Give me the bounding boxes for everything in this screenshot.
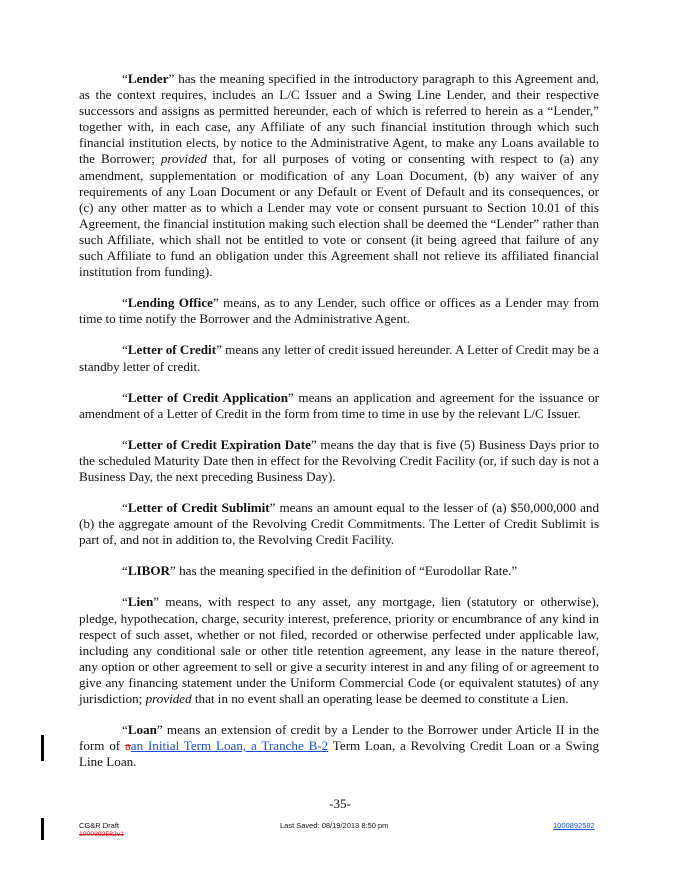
italic-text: provided	[145, 691, 192, 706]
definition-lending-office: “Lending Office” means, as to any Lender, such office or offices as a Lender may from time to time notify the Borrower and the Administrative Agent.	[79, 295, 599, 327]
definition-loan: “Loan” means an extension of credit by a Lender to the Borrower under Article II in the form of aan Initial Term Loan, a Tranche B-2 Term Loan, a Revolving Credit Loan or a Swing Line Loan.	[79, 722, 599, 770]
defined-term: Letter of Credit	[127, 342, 217, 358]
footer-deleted-doc-id: 1000892582v1	[79, 831, 124, 838]
defined-term: Letter of Credit Application	[127, 389, 288, 405]
definition-letter-of-credit-sublimit: “Letter of Credit Sublimit” means an amount equal to the lesser of (a) $50,000,000 and (b) the aggregate amount of the Revolving Credit Commitments. The Letter of Credit Sublimit is part of, and not in addition to, the Revolving Credit Facility.	[79, 500, 599, 548]
definition-libor: “LIBOR” has the meaning specified in the definition of “Eurodollar Rate.”	[122, 563, 518, 579]
definition-letter-of-credit-expiration-date: “Letter of Credit Expiration Date” means the day that is five (5) Business Days prior to the scheduled Maturity Date then in effect for the Revolving Credit Facility (or, if such day is not a Business Day, the next preceding Business Day).	[79, 436, 599, 484]
footer-doc-id[interactable]: 1000892582	[553, 821, 595, 830]
defined-term: Lien	[127, 594, 154, 610]
change-bar	[41, 818, 44, 840]
definition-letter-of-credit-application: “Letter of Credit Application” means an application and agreement for the issuance or amendment of a Letter of Credit in the form from time to time in use by the relevant L/C Issuer.	[79, 389, 599, 421]
definition-lien: “Lien” means, with respect to any asset, any mortgage, lien (statutory or otherwise), pledge, hypothecation, charge, security interest, preference, priority or encumbrance of any kind in respect of such asset, whether or not filed, recorded or otherwise perfected under applicable law, including any conditional sale or other title retention agreement, any lease in the nature thereof, any option or other agreement to sell or give a security interest in and any filing of or agreement to give any financing statement under the Uniform Commercial Code (or equivalent statutes) of any jurisdiction; provided that in no event shall an operating lease be deemed to constitute a Lien.	[79, 594, 599, 706]
document-body	[79, 71, 599, 785]
inserted-text: an Initial Term Loan, a Tranche B-2	[130, 738, 329, 754]
definition-lender: “Lender” has the meaning specified in the introductory paragraph to this Agreement and, as the context requires, includes an L/C Issuer and a Swing Line Lender, and their respective successors and assigns as permitted hereunder, each of which is referred to herein as a “Lender,” together with, in each case, any Affiliate of any such financial institution through which such financial institution elects, by notice to the Administrative Agent, to make any Loans available to the Borrower; provided that, for all purposes of voting or consenting with respect to (a) any amendment, supplementation or modification of any Loan Document, (b) any waiver of any requirements of any Loan Document or any Default or Event of Default and its consequences, or (c) any other matter as to which a Lender may vote or consent pursuant to Section 10.01 of this Agreement, the financial institution making such election shall be deemed the “Lender” rather than such Affiliate, which shall not be entitled to vote or consent (it being agreed that failure of any such Affiliate to fund an obligation under this Agreement shall not relieve its affiliated financial institution from funding).	[79, 71, 599, 280]
change-bar	[41, 735, 44, 761]
footer-draft-label	[79, 821, 124, 838]
defined-term: Letter of Credit Sublimit	[127, 500, 270, 516]
footer-last-saved: Last Saved: 08/19/2013 8:50 pm	[280, 821, 389, 830]
defined-term: Letter of Credit Expiration Date	[127, 436, 311, 452]
italic-text: provided	[160, 151, 207, 167]
definition-letter-of-credit: “Letter of Credit” means any letter of credit issued hereunder. A Letter of Credit may be a standby letter of credit.	[79, 342, 599, 374]
footer-draft-text: CG&R Draft	[79, 821, 120, 830]
defined-term: LIBOR	[127, 563, 171, 579]
defined-term: Lender	[127, 71, 169, 86]
deleted-text: a	[124, 738, 131, 754]
defined-term: Lending Office	[127, 295, 213, 311]
defined-term: Loan	[127, 722, 157, 738]
page-number: -35-	[329, 796, 351, 811]
